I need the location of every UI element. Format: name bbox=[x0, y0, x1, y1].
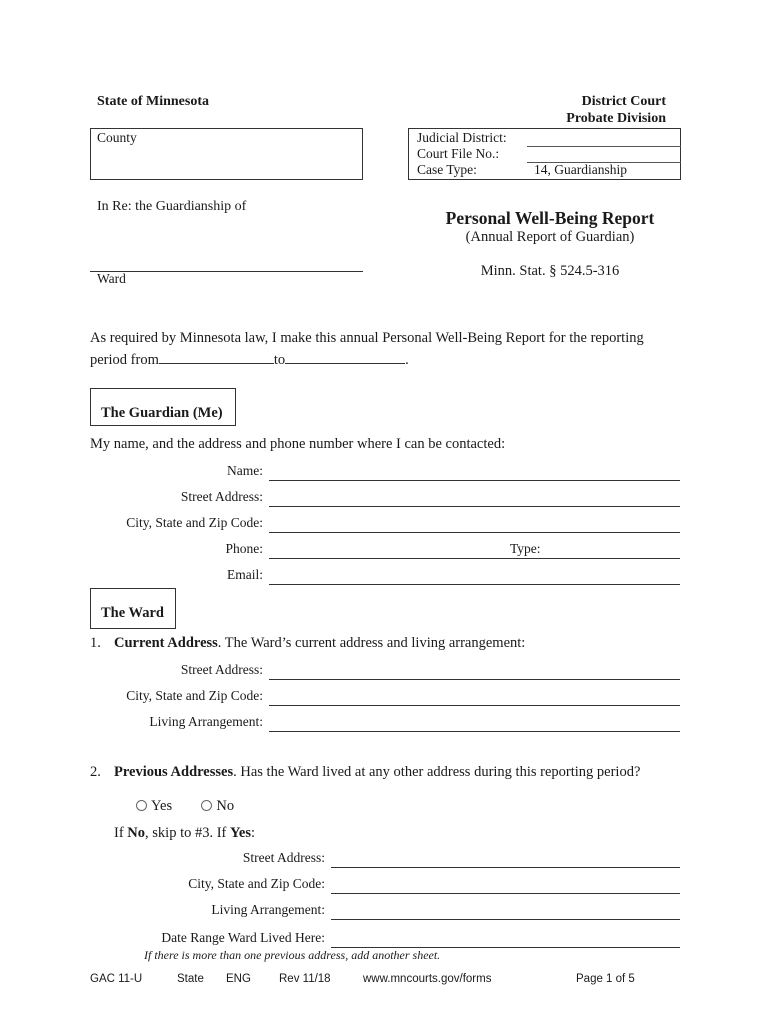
court-file-label: Court File No.: bbox=[417, 146, 500, 161]
footer-lang: ENG bbox=[226, 973, 251, 985]
page-subtitle: (Annual Report of Guardian) bbox=[465, 229, 635, 245]
skip-mid-text: , skip to #3. If bbox=[145, 825, 231, 841]
skip-instruction bbox=[114, 825, 255, 842]
guardian-street-label: Street Address: bbox=[180, 489, 263, 504]
ward-city-field[interactable] bbox=[269, 688, 680, 706]
guardian-intro: My name, and the address and phone number where I can be contacted: bbox=[90, 436, 506, 452]
q2-text: . Has the Ward lived at any other address during this reporting period? bbox=[233, 764, 641, 780]
skip-yes-text: Yes bbox=[230, 825, 251, 841]
reporting-period bbox=[90, 350, 409, 369]
intro-text: As required by Minnesota law, I make this annual Personal Well-Being Report for the reporting bbox=[90, 330, 644, 346]
ward-section-heading-box bbox=[90, 588, 176, 629]
case-info-box bbox=[408, 128, 681, 180]
case-type-value: 14, Guardianship bbox=[534, 162, 627, 177]
prev-street-label: Street Address: bbox=[242, 850, 325, 865]
period-to-field[interactable] bbox=[285, 350, 405, 364]
footer-form-id: GAC 11-U bbox=[90, 973, 143, 985]
prev-city-field[interactable] bbox=[331, 876, 680, 894]
judicial-district-label: Judicial District: bbox=[417, 130, 507, 145]
statute-reference: Minn. Stat. § 524.5-316 bbox=[480, 263, 620, 279]
q1-text: . The Ward’s current address and living arrangement: bbox=[217, 635, 526, 651]
q1-title: Current Address bbox=[114, 635, 218, 651]
judicial-district-field[interactable] bbox=[527, 146, 681, 147]
period-from-label: period from bbox=[90, 352, 159, 368]
prev-date-field[interactable] bbox=[331, 930, 680, 948]
ward-living-label: Living Arrangement: bbox=[149, 714, 263, 729]
no-radio[interactable] bbox=[201, 800, 212, 811]
question-previous-addresses bbox=[90, 764, 640, 781]
prev-living-label: Living Arrangement: bbox=[211, 902, 325, 917]
guardian-email-label: Email: bbox=[227, 567, 263, 582]
yes-radio[interactable] bbox=[136, 800, 147, 811]
prev-city-label: City, State and Zip Code: bbox=[188, 876, 325, 891]
period-to-label: to bbox=[273, 352, 286, 368]
guardian-city-field[interactable] bbox=[269, 515, 680, 533]
prev-street-field[interactable] bbox=[331, 850, 680, 868]
case-type-label: Case Type: bbox=[417, 162, 477, 177]
previous-address-options bbox=[136, 798, 234, 815]
guardian-phone-field[interactable] bbox=[269, 541, 680, 559]
guardian-email-field[interactable] bbox=[269, 567, 680, 585]
prev-date-label: Date Range Ward Lived Here: bbox=[161, 930, 325, 945]
guardian-section-heading-box bbox=[90, 388, 236, 426]
guardian-section-heading: The Guardian (Me) bbox=[101, 405, 223, 421]
more-addresses-note: If there is more than one previous address, add another sheet. bbox=[144, 948, 441, 962]
court-division: Probate Division bbox=[566, 111, 666, 126]
skip-end-text: : bbox=[250, 825, 255, 841]
prev-living-field[interactable] bbox=[331, 902, 680, 920]
page-title: Personal Well-Being Report bbox=[445, 208, 655, 228]
guardian-name-field[interactable] bbox=[269, 463, 680, 481]
guardian-phone-label: Phone: bbox=[225, 541, 263, 556]
guardian-city-label: City, State and Zip Code: bbox=[126, 515, 263, 530]
guardian-name-label: Name: bbox=[227, 463, 263, 478]
skip-if-text: If bbox=[114, 825, 128, 841]
in-re-label: In Re: the Guardianship of bbox=[97, 199, 247, 214]
ward-name-field[interactable] bbox=[90, 271, 363, 272]
no-label: No bbox=[216, 798, 235, 814]
period-from-field[interactable] bbox=[159, 350, 274, 364]
q2-number: 2. bbox=[90, 764, 101, 780]
court-name: District Court bbox=[581, 94, 666, 109]
county-label: County bbox=[97, 130, 137, 145]
q1-number: 1. bbox=[90, 635, 101, 651]
state-label: State of Minnesota bbox=[97, 94, 209, 109]
ward-street-label: Street Address: bbox=[180, 662, 263, 677]
ward-city-label: City, State and Zip Code: bbox=[126, 688, 263, 703]
footer-state: State bbox=[177, 973, 204, 985]
county-box[interactable] bbox=[90, 128, 363, 180]
ward-section-heading: The Ward bbox=[101, 605, 164, 621]
skip-no-text: No bbox=[127, 825, 146, 841]
yes-label: Yes bbox=[151, 798, 173, 814]
ward-street-field[interactable] bbox=[269, 662, 680, 680]
ward-label: Ward bbox=[97, 271, 126, 286]
guardian-phone-type-label: Type: bbox=[510, 541, 541, 556]
period-end: . bbox=[405, 352, 409, 368]
footer-url[interactable]: www.mncourts.gov/forms bbox=[363, 973, 492, 985]
guardian-street-field[interactable] bbox=[269, 489, 680, 507]
ward-living-field[interactable] bbox=[269, 714, 680, 732]
footer-page-number: Page 1 of 5 bbox=[576, 973, 635, 985]
question-current-address bbox=[90, 635, 525, 652]
footer-rev: Rev 11/18 bbox=[279, 973, 331, 985]
q2-title: Previous Addresses bbox=[114, 764, 234, 780]
